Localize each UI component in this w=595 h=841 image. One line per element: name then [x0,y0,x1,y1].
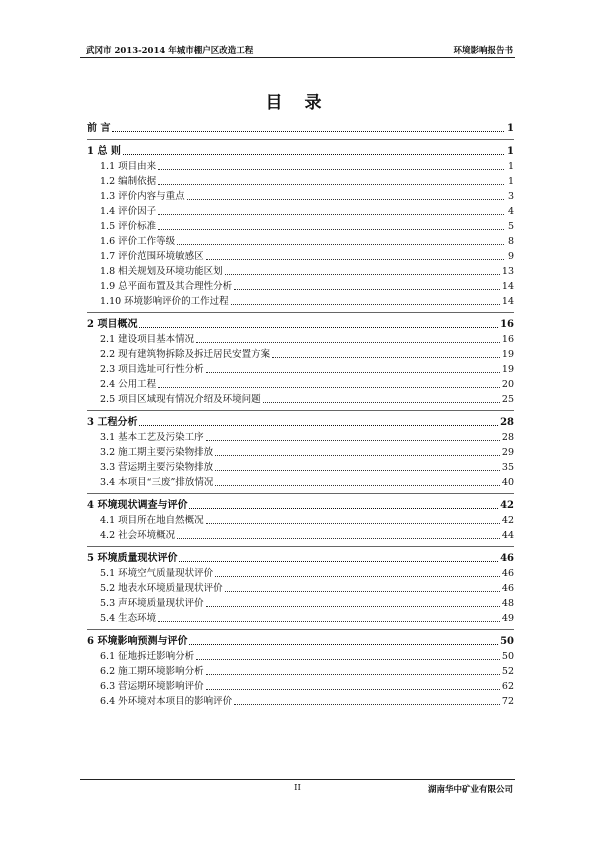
toc-entry-label: 4.2 社会环境概况 [100,530,176,541]
toc-entry-label: 1.2 编制依据 [100,176,157,187]
toc-entry-page-number: 4 [507,206,514,217]
toc-section-entry[interactable] [87,527,514,542]
toc-entry-page-number: 42 [500,500,514,511]
toc-entry-label: 5.4 生态环境 [100,613,157,624]
toc-section-entry[interactable] [87,474,514,489]
dot-leader [215,469,500,471]
toc-entry-page-number: 46 [501,583,514,594]
toc-entry-page-number: 5 [507,221,514,232]
dot-leader [206,439,500,441]
toc-section-entry[interactable] [87,203,514,218]
dot-leader [206,605,500,607]
dot-leader [215,484,500,486]
dot-leader [206,688,500,690]
toc-entry-page-number: 62 [501,681,514,692]
header-report-type: 环境影响报告书 [453,46,513,56]
toc-entry-page-number: 14 [501,281,514,292]
dot-leader [206,522,500,524]
toc-entry-page-number: 40 [501,477,514,488]
toc-chapter-entry[interactable] [87,143,514,158]
section-divider [87,546,514,547]
toc-entry-page-number: 25 [501,394,514,405]
page-footer [80,779,515,796]
dot-leader [263,401,500,403]
toc-entry-label: 1.8 相关规划及环境功能区划 [100,266,223,277]
toc-entry-label: 5.1 环境空气质量现状评价 [100,568,214,579]
dot-leader [139,424,498,426]
toc-entry-page-number: 8 [507,236,514,247]
toc-chapter-entry[interactable] [87,414,514,429]
dot-leader [234,288,500,290]
toc-section-entry[interactable] [87,565,514,580]
toc-entry-label: 1.5 评价标准 [100,221,157,232]
toc-entry-label: 2.4 公用工程 [100,379,157,390]
toc-entry-label: 2.3 项目选址可行性分析 [100,364,204,375]
toc-entry-page-number: 48 [501,598,514,609]
toc-entry-label: 3 工程分析 [87,417,138,428]
footer-company: 湖南华中矿业有限公司 [427,785,513,795]
section-divider [87,139,514,140]
toc-entry-label: 5.2 地表水环境质量现状评价 [100,583,223,594]
toc-section-entry[interactable] [87,444,514,459]
toc-entry-label: 3.4 本项目“三废”排放情况 [100,477,214,488]
section-divider [87,493,514,494]
toc-section-entry[interactable] [87,188,514,203]
toc-entry-label: 2.2 现有建筑物拆除及拆迁居民安置方案 [100,349,271,360]
page-header [80,41,515,58]
dot-leader [189,507,498,509]
dot-leader [196,341,500,343]
toc-section-entry[interactable] [87,361,514,376]
toc-entry-page-number: 16 [500,319,514,330]
toc-entry-page-number: 29 [501,447,514,458]
toc-entry-label: 6.1 征地拆迁影响分析 [100,651,195,662]
toc-section-entry[interactable] [87,293,514,308]
toc-section-entry[interactable] [87,263,514,278]
dot-leader [206,258,504,260]
toc-entry-label: 1.4 评价因子 [100,206,157,217]
section-divider [87,629,514,630]
toc-entry-page-number: 28 [500,417,514,428]
toc-entry-label: 1.7 评价范围环境敏感区 [100,251,204,262]
toc-entry-label: 4.1 项目所在地自然概况 [100,515,204,526]
toc-entry-page-number: 14 [501,296,514,307]
toc-entry-page-number: 49 [501,613,514,624]
dot-leader [215,575,500,577]
dot-leader [158,168,504,170]
toc-entry-label: 3.2 施工期主要污染物排放 [100,447,214,458]
toc-section-entry[interactable] [87,648,514,663]
toc-entry-label: 1 总 则 [87,146,121,157]
toc-section-entry[interactable] [87,595,514,610]
footer-page-number: II [294,783,301,793]
toc-entry-label: 6.4 外环境对本项目的影响评价 [100,696,233,707]
toc-entry-label: 4 环境现状调查与评价 [87,500,188,511]
toc-entry-page-number: 46 [500,553,514,564]
toc-entry-page-number: 42 [501,515,514,526]
toc-entry-label: 前 言 [87,123,111,134]
toc-entry-label: 1.10 环境影响评价的工作过程 [100,296,229,307]
toc-entry-page-number: 3 [507,191,514,202]
dot-leader [139,326,498,328]
toc-section-entry[interactable] [87,376,514,391]
toc-entry-page-number: 13 [501,266,514,277]
toc-entry-page-number: 19 [501,364,514,375]
toc-entry-page-number: 72 [501,696,514,707]
toc-section-entry[interactable] [87,580,514,595]
toc-entry-page-number: 1 [507,176,514,187]
section-divider [87,312,514,313]
toc-section-entry[interactable] [87,248,514,263]
toc-entry-label: 6.3 营运期环境影响评价 [100,681,204,692]
toc-chapter-entry[interactable] [87,120,514,135]
section-divider [87,410,514,411]
toc-entry-page-number: 46 [501,568,514,579]
dot-leader [158,228,504,230]
toc-entry-label: 2 项目概况 [87,319,138,330]
toc-entry-page-number: 28 [501,432,514,443]
toc-section-entry[interactable] [87,173,514,188]
toc-section-entry[interactable] [87,218,514,233]
dot-leader [206,673,500,675]
toc-entry-page-number: 16 [501,334,514,345]
dot-leader [187,198,504,200]
header-project-title: 武冈市 2013-2014 年城市棚户区改造工程 [86,46,254,56]
toc-entry-label: 3.3 营运期主要污染物排放 [100,462,214,473]
toc-entry-label: 3.1 基本工艺及污染工序 [100,432,204,443]
toc-entry-page-number: 50 [500,636,514,647]
dot-leader [158,213,504,215]
toc-entry-label: 1.6 评价工作等级 [100,236,176,247]
toc-section-entry[interactable] [87,429,514,444]
toc-entry-page-number: 19 [501,349,514,360]
toc-entry-page-number: 50 [501,651,514,662]
toc-section-entry[interactable] [87,512,514,527]
toc-entry-label: 6 环境影响预测与评价 [87,636,188,647]
toc-section-entry[interactable] [87,678,514,693]
toc-entry-page-number: 1 [507,123,514,134]
toc-entry-label: 1.3 评价内容与重点 [100,191,185,202]
toc-section-entry[interactable] [87,459,514,474]
toc-chapter-entry[interactable] [87,497,514,512]
dot-leader [225,273,500,275]
dot-leader [158,620,500,622]
dot-leader [231,303,500,305]
dot-leader [112,130,504,132]
toc-section-entry[interactable] [87,158,514,173]
toc-entry-label: 1.1 项目由来 [100,161,157,172]
dot-leader [177,243,504,245]
toc-entry-label: 1.9 总平面布置及其合理性分析 [100,281,233,292]
dot-leader [225,590,500,592]
toc-title: 目 录 [265,93,330,113]
dot-leader [206,371,500,373]
dot-leader [196,658,500,660]
toc-entry-page-number: 20 [501,379,514,390]
toc-section-entry[interactable] [87,233,514,248]
dot-leader [272,356,500,358]
dot-leader [158,183,504,185]
toc-entry-label: 2.5 项目区域现有情况介绍及环境问题 [100,394,261,405]
dot-leader [123,153,504,155]
toc-entry-page-number: 1 [507,161,514,172]
toc-entry-page-number: 9 [507,251,514,262]
toc-section-entry[interactable] [87,610,514,625]
toc-section-entry[interactable] [87,391,514,406]
toc-entry-label: 2.1 建设项目基本情况 [100,334,195,345]
table-of-contents [87,120,514,708]
toc-section-entry[interactable] [87,663,514,678]
toc-chapter-entry[interactable] [87,550,514,565]
dot-leader [179,560,498,562]
toc-entry-page-number: 44 [501,530,514,541]
toc-entry-label: 5 环境质量现状评价 [87,553,178,564]
toc-chapter-entry[interactable] [87,316,514,331]
toc-section-entry[interactable] [87,331,514,346]
dot-leader [177,537,500,539]
dot-leader [215,454,500,456]
toc-section-entry[interactable] [87,278,514,293]
toc-section-entry[interactable] [87,693,514,708]
toc-entry-page-number: 35 [501,462,514,473]
toc-chapter-entry[interactable] [87,633,514,648]
toc-section-entry[interactable] [87,346,514,361]
toc-entry-page-number: 1 [507,146,514,157]
toc-entry-label: 6.2 施工期环境影响分析 [100,666,204,677]
toc-entry-label: 5.3 声环境质量现状评价 [100,598,204,609]
dot-leader [234,703,500,705]
dot-leader [158,386,500,388]
dot-leader [189,643,498,645]
toc-entry-page-number: 52 [501,666,514,677]
